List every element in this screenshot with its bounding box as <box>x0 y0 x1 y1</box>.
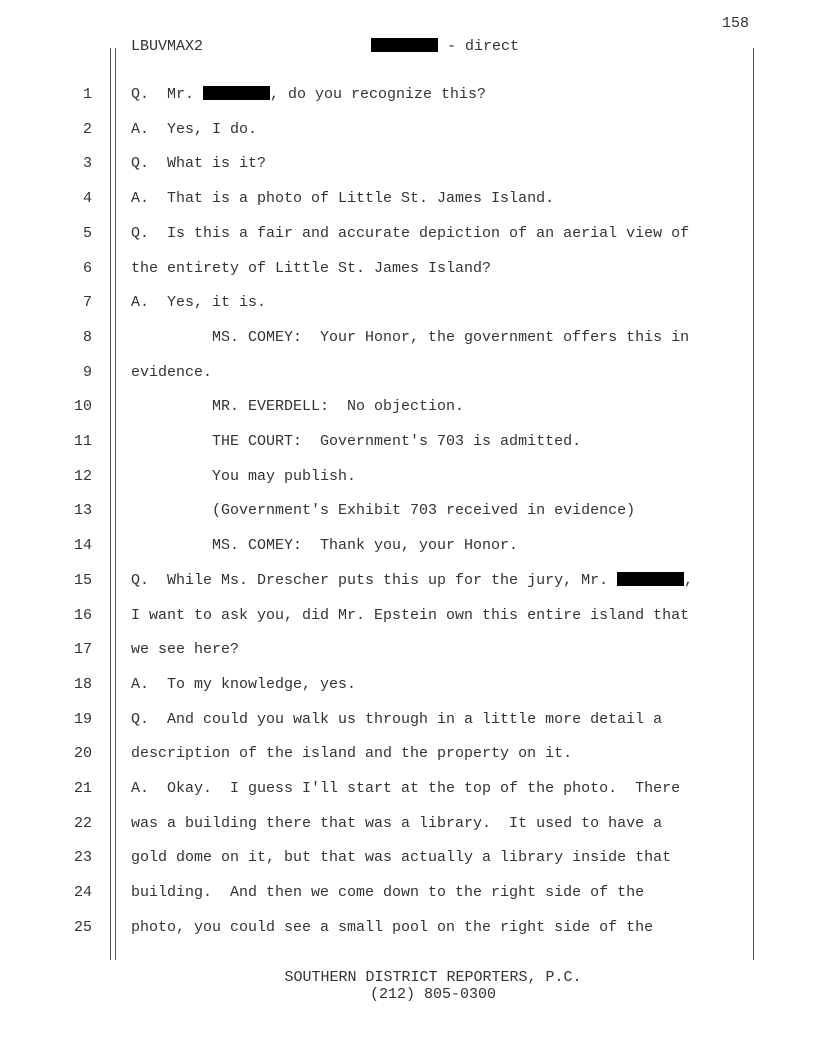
header-witness <box>371 38 519 55</box>
header-section: - direct <box>438 38 520 55</box>
footer <box>0 969 816 1003</box>
line-text-segment: I want to ask you, did Mr. Epstein own this entire island that <box>131 606 690 624</box>
line-number: 14 <box>73 537 92 555</box>
line-text <box>131 745 572 762</box>
line-text <box>131 121 257 138</box>
footer-phone: (212) 805-0300 <box>369 986 497 1003</box>
line-text-segment: building. And then we come down to the right side of the <box>131 884 645 902</box>
redaction-box <box>203 86 270 100</box>
line-number: 10 <box>73 398 92 416</box>
transcript-line <box>0 225 816 245</box>
line-text-segment: MS. COMEY: Your Honor, the government offers this in <box>131 328 690 346</box>
transcript-line <box>0 711 816 731</box>
page-number: 158 <box>721 15 749 32</box>
line-text-segment: description of the island and the property on it. <box>131 745 573 763</box>
line-number: 12 <box>73 467 92 485</box>
transcript-line <box>0 607 816 627</box>
transcript-line <box>0 155 816 175</box>
line-text <box>131 260 491 277</box>
line-number: 3 <box>82 155 92 173</box>
line-text-segment: (Government's Exhibit 703 received in evidence) <box>131 502 636 520</box>
line-number: 2 <box>82 120 92 138</box>
transcript-line <box>0 815 816 835</box>
line-number: 15 <box>73 571 92 589</box>
transcript-line <box>0 121 816 141</box>
transcript-line <box>0 572 816 592</box>
line-text-segment: A. Yes, it is. <box>131 294 267 312</box>
line-text-segment: Q. Is this a fair and accurate depiction of an aerial view of <box>131 224 690 242</box>
line-number: 5 <box>82 224 92 242</box>
line-text <box>131 711 662 728</box>
line-text <box>131 502 635 519</box>
line-text-segment: MS. COMEY: Thank you, your Honor. <box>131 537 519 555</box>
transcript-line <box>0 745 816 765</box>
transcript-line <box>0 398 816 418</box>
line-number: 1 <box>82 86 92 103</box>
line-text <box>131 780 680 797</box>
line-text-segment: , <box>684 571 694 589</box>
transcript-line <box>0 468 816 488</box>
line-number: 17 <box>73 641 92 659</box>
transcript-line <box>0 849 816 869</box>
line-text <box>131 537 518 554</box>
line-text-segment: photo, you could see a small pool on the right side of the <box>131 918 654 936</box>
redaction-box <box>617 572 684 586</box>
line-text-segment: Q. While Ms. Drescher puts this up for the jury, Mr. <box>131 571 618 589</box>
line-number: 19 <box>73 710 92 728</box>
line-text-segment: the entirety of Little St. James Island? <box>131 259 492 277</box>
line-number: 21 <box>73 780 92 797</box>
line-text <box>131 468 356 485</box>
line-number: 11 <box>73 433 92 450</box>
line-text <box>131 225 689 242</box>
transcript-line <box>0 294 816 314</box>
line-text <box>131 676 356 693</box>
transcript-line <box>0 919 816 939</box>
line-text-segment: A. To my knowledge, yes. <box>131 675 357 693</box>
header-case-code: LBUVMAX2 <box>131 38 204 55</box>
line-text <box>131 155 266 172</box>
line-text <box>131 815 662 832</box>
line-text-segment: evidence. <box>131 363 213 381</box>
line-text <box>131 572 693 589</box>
line-number: 23 <box>73 849 92 867</box>
line-number: 4 <box>82 190 92 208</box>
transcript-line <box>0 86 816 106</box>
line-text <box>131 329 689 346</box>
transcript-line <box>0 329 816 349</box>
transcript-line <box>0 884 816 904</box>
transcript-line <box>0 537 816 557</box>
footer-reporter: SOUTHERN DISTRICT REPORTERS, P.C. <box>284 969 582 986</box>
line-text-segment: was a building there that was a library. It used to have a <box>131 814 663 832</box>
line-number: 6 <box>82 259 92 277</box>
line-number: 18 <box>73 675 92 693</box>
line-text <box>131 433 581 450</box>
line-text <box>131 86 486 103</box>
line-number: 7 <box>82 294 92 312</box>
line-text-segment: gold dome on it, but that was actually a library inside that <box>131 849 672 867</box>
line-text-segment: we see here? <box>131 641 240 659</box>
line-text-segment: MR. EVERDELL: No objection. <box>131 398 465 416</box>
line-number: 24 <box>73 884 92 902</box>
transcript-line <box>0 260 816 280</box>
line-text-segment: A. That is a photo of Little St. James Island. <box>131 190 555 208</box>
line-text-segment: Q. And could you walk us through in a little more detail a <box>131 710 663 728</box>
line-text-segment: THE COURT: Government's 703 is admitted. <box>131 433 582 450</box>
line-text-segment: Q. Mr. <box>131 86 204 103</box>
transcript-line <box>0 502 816 522</box>
line-text-segment: , do you recognize this? <box>270 86 487 103</box>
transcript-line <box>0 364 816 384</box>
transcript-line <box>0 190 816 210</box>
line-number: 9 <box>82 363 92 381</box>
line-text <box>131 364 212 381</box>
line-number: 20 <box>73 745 92 763</box>
line-text <box>131 641 239 658</box>
transcript-line <box>0 676 816 696</box>
line-text-segment: A. Okay. I guess I'll start at the top of the photo. There <box>131 780 681 797</box>
line-number: 8 <box>82 328 92 346</box>
line-text <box>131 849 671 866</box>
line-text-segment: A. Yes, I do. <box>131 120 258 138</box>
line-text <box>131 294 266 311</box>
line-number: 16 <box>73 606 92 624</box>
line-text <box>131 398 464 415</box>
line-text <box>131 190 554 207</box>
line-number: 22 <box>73 814 92 832</box>
line-text <box>131 607 689 624</box>
line-text-segment: Q. What is it? <box>131 155 267 173</box>
line-text <box>131 884 644 901</box>
transcript-line <box>0 641 816 661</box>
line-number: 13 <box>73 502 92 520</box>
redaction-box <box>371 38 438 52</box>
line-number: 25 <box>73 918 92 936</box>
transcript-line <box>0 433 816 453</box>
line-text <box>131 919 653 936</box>
transcript-line <box>0 780 816 800</box>
line-text-segment: You may publish. <box>131 467 357 485</box>
